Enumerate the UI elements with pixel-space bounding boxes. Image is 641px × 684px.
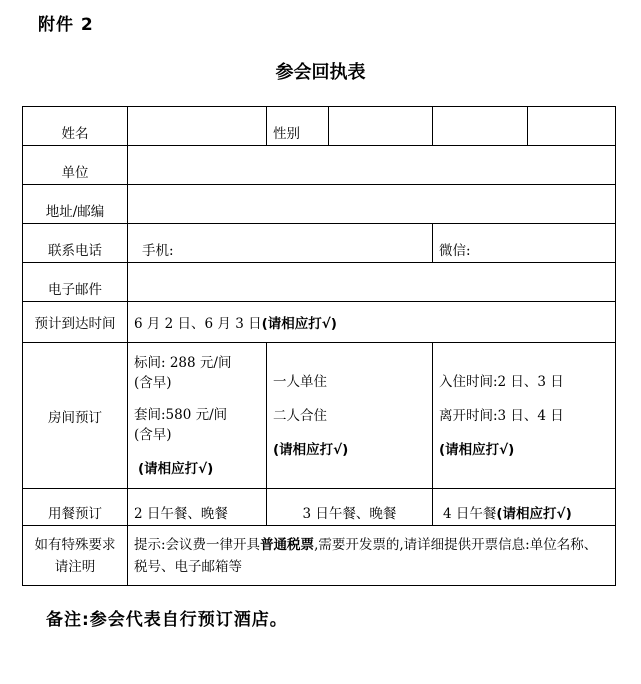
row-arrival	[23, 302, 616, 343]
special-suffix: ,需要开发票的,请详细提供开票信息:单位名称、税号、电子邮箱等	[134, 536, 598, 575]
room-suite-note: (含早)	[134, 426, 172, 443]
meal-day2[interactable]: 2 日午餐、晚餐	[128, 489, 267, 526]
gender-field[interactable]	[329, 107, 433, 146]
stay-dates-cell[interactable]	[433, 343, 616, 489]
email-field[interactable]	[128, 263, 616, 302]
special-bold: 普通税票	[260, 536, 315, 553]
room-type-cell[interactable]	[128, 343, 267, 489]
wechat-label: 微信:	[439, 243, 471, 259]
meal-day4: 4 日午餐	[443, 506, 497, 522]
form-title: 参会回执表	[275, 62, 366, 83]
registration-form-table	[22, 106, 616, 586]
checkin-time: 入住时间:2 日、3 日	[439, 373, 564, 390]
phone-label: 联系电话	[23, 224, 128, 263]
row-meal	[23, 489, 616, 526]
double-occupancy: 二人合住	[273, 407, 327, 424]
room-type-check-hint: (请相应打√)	[138, 460, 214, 477]
row-special	[23, 526, 616, 586]
stay-check-hint: (请相应打√)	[439, 441, 515, 458]
arrival-label: 预计到达时间	[23, 302, 128, 343]
meal-day3[interactable]: 3 日午餐、晚餐	[267, 489, 433, 526]
mobile-label: 手机:	[142, 243, 174, 259]
arrival-field[interactable]	[128, 302, 616, 343]
wechat-field[interactable]	[433, 224, 616, 263]
row-name	[23, 107, 616, 146]
meal-label: 用餐预订	[23, 489, 128, 526]
blank-cell-2[interactable]	[528, 107, 616, 146]
unit-label: 单位	[23, 146, 128, 185]
row-email	[23, 263, 616, 302]
name-label: 姓名	[23, 107, 128, 146]
attachment-label: 附件 2	[38, 15, 94, 35]
occupancy-cell[interactable]	[267, 343, 433, 489]
arrival-check-hint: (请相应打√)	[261, 316, 337, 332]
unit-field[interactable]	[128, 146, 616, 185]
row-room	[23, 343, 616, 489]
occupancy-check-hint: (请相应打√)	[273, 441, 349, 458]
row-phone	[23, 224, 616, 263]
name-field[interactable]	[128, 107, 267, 146]
checkout-time: 离开时间:3 日、4 日	[439, 407, 564, 424]
arrival-dates: 6 月 2 日、6 月 3 日	[134, 316, 262, 332]
gender-label: 性别	[267, 107, 329, 146]
meal-day4-cell[interactable]	[433, 489, 616, 526]
room-standard: 标间: 288 元/间	[134, 354, 232, 371]
single-occupancy: 一人单住	[273, 373, 327, 390]
blank-cell-1[interactable]	[433, 107, 528, 146]
email-label: 电子邮件	[23, 263, 128, 302]
meal-check-hint: (请相应打√)	[496, 506, 572, 522]
address-field[interactable]	[128, 185, 616, 224]
row-address	[23, 185, 616, 224]
row-unit	[23, 146, 616, 185]
special-prefix: 提示:会议费一律开具	[134, 536, 261, 553]
special-notes[interactable]	[128, 526, 616, 586]
footer-note: 备注:参会代表自行预订酒店。	[46, 610, 288, 630]
special-label: 如有特殊要求请注明	[23, 526, 128, 586]
room-standard-note: (含早)	[134, 374, 172, 391]
room-suite: 套间:580 元/间	[134, 406, 228, 423]
address-label: 地址/邮编	[23, 185, 128, 224]
mobile-field[interactable]	[128, 224, 433, 263]
room-label: 房间预订	[23, 343, 128, 489]
